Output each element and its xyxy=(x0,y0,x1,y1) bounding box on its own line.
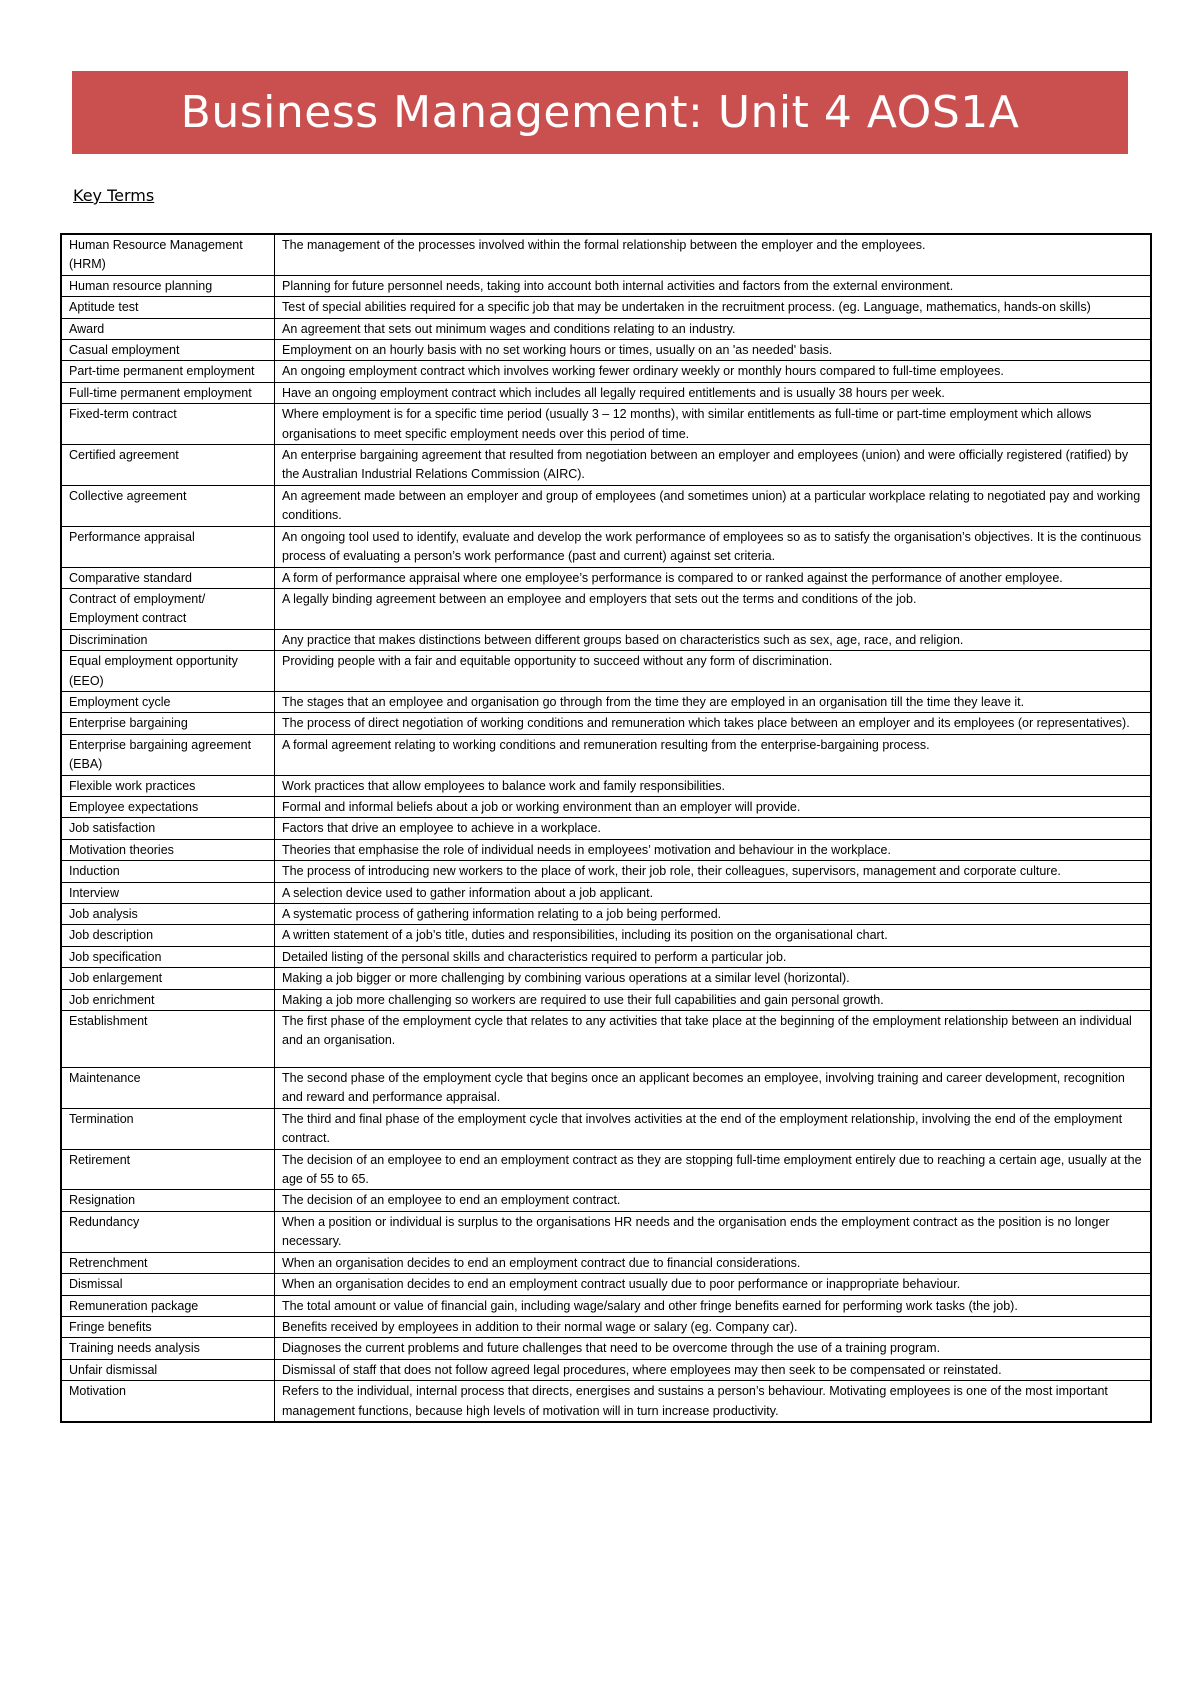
term-cell: Job description xyxy=(61,925,275,946)
key-terms-table-body xyxy=(61,234,1151,1422)
table-row xyxy=(61,297,1151,318)
table-row xyxy=(61,796,1151,817)
term-cell: Establishment xyxy=(61,1011,275,1068)
term-cell: Resignation xyxy=(61,1190,275,1211)
definition-cell: The decision of an employee to end an employment contract as they are stopping full-time employment entirely due to reaching a certain age, usually at the age of 55 to 65. xyxy=(275,1149,1152,1190)
definition-cell: The total amount or value of financial gain, including wage/salary and other fringe benefits earned for performing work tasks (the job). xyxy=(275,1295,1152,1316)
definition-cell: An ongoing employment contract which involves working fewer ordinary weekly or monthly hours compared to full-time employees. xyxy=(275,361,1152,382)
table-row xyxy=(61,1190,1151,1211)
table-row xyxy=(61,404,1151,445)
title-banner xyxy=(72,71,1128,154)
definition-cell: Employment on an hourly basis with no set working hours or times, usually on an 'as needed' basis. xyxy=(275,340,1152,361)
term-cell: Job enrichment xyxy=(61,989,275,1010)
table-row xyxy=(61,629,1151,650)
term-cell: Employment cycle xyxy=(61,691,275,712)
table-row xyxy=(61,989,1151,1010)
definition-cell: The process of direct negotiation of working conditions and remuneration which takes place between an employer and its employees (or representatives). xyxy=(275,713,1152,734)
term-cell: Employee expectations xyxy=(61,796,275,817)
term-cell: Redundancy xyxy=(61,1211,275,1252)
table-row xyxy=(61,968,1151,989)
table-row xyxy=(61,485,1151,526)
table-row xyxy=(61,1381,1151,1422)
definition-cell: Test of special abilities required for a specific job that may be undertaken in the recruitment process. (eg. Language, mathematics, hands-on skills) xyxy=(275,297,1152,318)
term-cell: Flexible work practices xyxy=(61,775,275,796)
definition-cell: Have an ongoing employment contract which includes all legally required entitlements and is usually 38 hours per week. xyxy=(275,382,1152,403)
term-cell: Collective agreement xyxy=(61,485,275,526)
definition-cell: The management of the processes involved within the formal relationship between the employer and the employees. xyxy=(275,234,1152,275)
table-row xyxy=(61,1108,1151,1149)
document-title: Business Management: Unit 4 AOS1A xyxy=(180,87,1020,138)
table-row xyxy=(61,567,1151,588)
definition-cell: Dismissal of staff that does not follow agreed legal procedures, where employees may then seek to be compensated or reinstated. xyxy=(275,1359,1152,1380)
definition-cell: Factors that drive an employee to achieve in a workplace. xyxy=(275,818,1152,839)
definition-cell: The first phase of the employment cycle that relates to any activities that take place at the beginning of the employment relationship between an individual and an organisation. xyxy=(275,1011,1152,1068)
term-cell: Job satisfaction xyxy=(61,818,275,839)
definition-cell: When an organisation decides to end an employment contract due to financial considerations. xyxy=(275,1252,1152,1273)
term-cell: Casual employment xyxy=(61,340,275,361)
term-cell: Performance appraisal xyxy=(61,526,275,567)
definition-cell: Diagnoses the current problems and future challenges that need to be overcome through the use of a training program. xyxy=(275,1338,1152,1359)
term-cell: Job specification xyxy=(61,946,275,967)
term-cell: Award xyxy=(61,318,275,339)
table-row xyxy=(61,904,1151,925)
term-cell: Human Resource Management (HRM) xyxy=(61,234,275,275)
definition-cell: Making a job bigger or more challenging by combining various operations at a similar level (horizontal). xyxy=(275,968,1152,989)
term-cell: Human resource planning xyxy=(61,275,275,296)
table-row xyxy=(61,588,1151,629)
table-row xyxy=(61,340,1151,361)
table-row xyxy=(61,651,1151,692)
table-row xyxy=(61,526,1151,567)
definition-cell: Theories that emphasise the role of individual needs in employees’ motivation and behaviour in the workplace. xyxy=(275,839,1152,860)
table-row xyxy=(61,1149,1151,1190)
definition-cell: A formal agreement relating to working conditions and remuneration resulting from the enterprise-bargaining process. xyxy=(275,734,1152,775)
table-row xyxy=(61,361,1151,382)
term-cell: Comparative standard xyxy=(61,567,275,588)
table-row xyxy=(61,839,1151,860)
definition-cell: Any practice that makes distinctions between different groups based on characteristics such as sex, age, race, and religion. xyxy=(275,629,1152,650)
term-cell: Equal employment opportunity (EEO) xyxy=(61,651,275,692)
table-row xyxy=(61,234,1151,275)
term-cell: Retrenchment xyxy=(61,1252,275,1273)
term-cell: Retirement xyxy=(61,1149,275,1190)
key-terms-heading: Key Terms xyxy=(73,186,155,205)
definition-cell: The second phase of the employment cycle that begins once an applicant becomes an employee, involving training and career development, recognition and reward and performance appraisal. xyxy=(275,1068,1152,1109)
term-cell: Discrimination xyxy=(61,629,275,650)
term-cell: Part-time permanent employment xyxy=(61,361,275,382)
definition-cell: The third and final phase of the employment cycle that involves activities at the end of the employment relationship, involving the end of the employment contract. xyxy=(275,1108,1152,1149)
definition-cell: A systematic process of gathering information relating to a job being performed. xyxy=(275,904,1152,925)
table-row xyxy=(61,775,1151,796)
definition-cell: A written statement of a job’s title, duties and responsibilities, including its position on the organisational chart. xyxy=(275,925,1152,946)
table-row xyxy=(61,1068,1151,1109)
table-row xyxy=(61,818,1151,839)
table-row xyxy=(61,1274,1151,1295)
table-row xyxy=(61,882,1151,903)
table-row xyxy=(61,734,1151,775)
table-row xyxy=(61,861,1151,882)
term-cell: Dismissal xyxy=(61,1274,275,1295)
term-cell: Induction xyxy=(61,861,275,882)
table-row xyxy=(61,1338,1151,1359)
table-row xyxy=(61,382,1151,403)
definition-cell: Work practices that allow employees to balance work and family responsibilities. xyxy=(275,775,1152,796)
key-terms-table xyxy=(60,233,1152,1423)
definition-cell: Refers to the individual, internal process that directs, energises and sustains a person’s behaviour. Motivating employees is one of the most important management functions, because high levels of motivation will in turn increase productivity. xyxy=(275,1381,1152,1422)
term-cell: Enterprise bargaining xyxy=(61,713,275,734)
term-cell: Remuneration package xyxy=(61,1295,275,1316)
definition-cell: Where employment is for a specific time period (usually 3 – 12 months), with similar entitlements as full-time or part-time employment which allows organisations to meet specific employment needs over this period of time. xyxy=(275,404,1152,445)
definition-cell: An agreement made between an employer and group of employees (and sometimes union) at a particular workplace relating to negotiated pay and working conditions. xyxy=(275,485,1152,526)
definition-cell: The process of introducing new workers to the place of work, their job role, their colleagues, supervisors, management and corporate culture. xyxy=(275,861,1152,882)
term-cell: Contract of employment/ Employment contract xyxy=(61,588,275,629)
table-row xyxy=(61,1295,1151,1316)
definition-cell: An enterprise bargaining agreement that resulted from negotiation between an employer and employees (union) and were officially registered (ratified) by the Australian Industrial Relations Commission (AIRC). xyxy=(275,445,1152,486)
term-cell: Unfair dismissal xyxy=(61,1359,275,1380)
term-cell: Maintenance xyxy=(61,1068,275,1109)
table-row xyxy=(61,318,1151,339)
table-row xyxy=(61,946,1151,967)
definition-cell: A form of performance appraisal where one employee’s performance is compared to or ranked against the performance of another employee. xyxy=(275,567,1152,588)
term-cell: Termination xyxy=(61,1108,275,1149)
definition-cell: A legally binding agreement between an employee and employers that sets out the terms and conditions of the job. xyxy=(275,588,1152,629)
term-cell: Interview xyxy=(61,882,275,903)
definition-cell: Providing people with a fair and equitable opportunity to succeed without any form of discrimination. xyxy=(275,651,1152,692)
term-cell: Motivation theories xyxy=(61,839,275,860)
table-row xyxy=(61,1316,1151,1337)
term-cell: Aptitude test xyxy=(61,297,275,318)
definition-cell: Making a job more challenging so workers are required to use their full capabilities and gain personal growth. xyxy=(275,989,1152,1010)
definition-cell: An agreement that sets out minimum wages and conditions relating to an industry. xyxy=(275,318,1152,339)
term-cell: Certified agreement xyxy=(61,445,275,486)
table-row xyxy=(61,1211,1151,1252)
definition-cell: Benefits received by employees in addition to their normal wage or salary (eg. Company car). xyxy=(275,1316,1152,1337)
definition-cell: When an organisation decides to end an employment contract usually due to poor performance or inappropriate behaviour. xyxy=(275,1274,1152,1295)
table-row xyxy=(61,1252,1151,1273)
table-row xyxy=(61,691,1151,712)
term-cell: Job analysis xyxy=(61,904,275,925)
definition-cell: A selection device used to gather information about a job applicant. xyxy=(275,882,1152,903)
definition-cell: Planning for future personnel needs, taking into account both internal activities and factors from the external environment. xyxy=(275,275,1152,296)
definition-cell: The decision of an employee to end an employment contract. xyxy=(275,1190,1152,1211)
table-row xyxy=(61,1011,1151,1068)
table-row xyxy=(61,925,1151,946)
definition-cell: An ongoing tool used to identify, evaluate and develop the work performance of employees so as to satisfy the organisation’s objectives. It is the continuous process of evaluating a person’s work performance (past and current) against set criteria. xyxy=(275,526,1152,567)
definition-cell: Detailed listing of the personal skills and characteristics required to perform a particular job. xyxy=(275,946,1152,967)
table-row xyxy=(61,275,1151,296)
term-cell: Training needs analysis xyxy=(61,1338,275,1359)
term-cell: Enterprise bargaining agreement (EBA) xyxy=(61,734,275,775)
term-cell: Fixed-term contract xyxy=(61,404,275,445)
table-row xyxy=(61,713,1151,734)
term-cell: Full-time permanent employment xyxy=(61,382,275,403)
term-cell: Fringe benefits xyxy=(61,1316,275,1337)
table-row xyxy=(61,1359,1151,1380)
term-cell: Job enlargement xyxy=(61,968,275,989)
table-row xyxy=(61,445,1151,486)
definition-cell: When a position or individual is surplus to the organisations HR needs and the organisation ends the employment contract as the position is no longer necessary. xyxy=(275,1211,1152,1252)
term-cell: Motivation xyxy=(61,1381,275,1422)
definition-cell: Formal and informal beliefs about a job or working environment than an employer will provide. xyxy=(275,796,1152,817)
definition-cell: The stages that an employee and organisation go through from the time they are employed in an organisation till the time they leave it. xyxy=(275,691,1152,712)
